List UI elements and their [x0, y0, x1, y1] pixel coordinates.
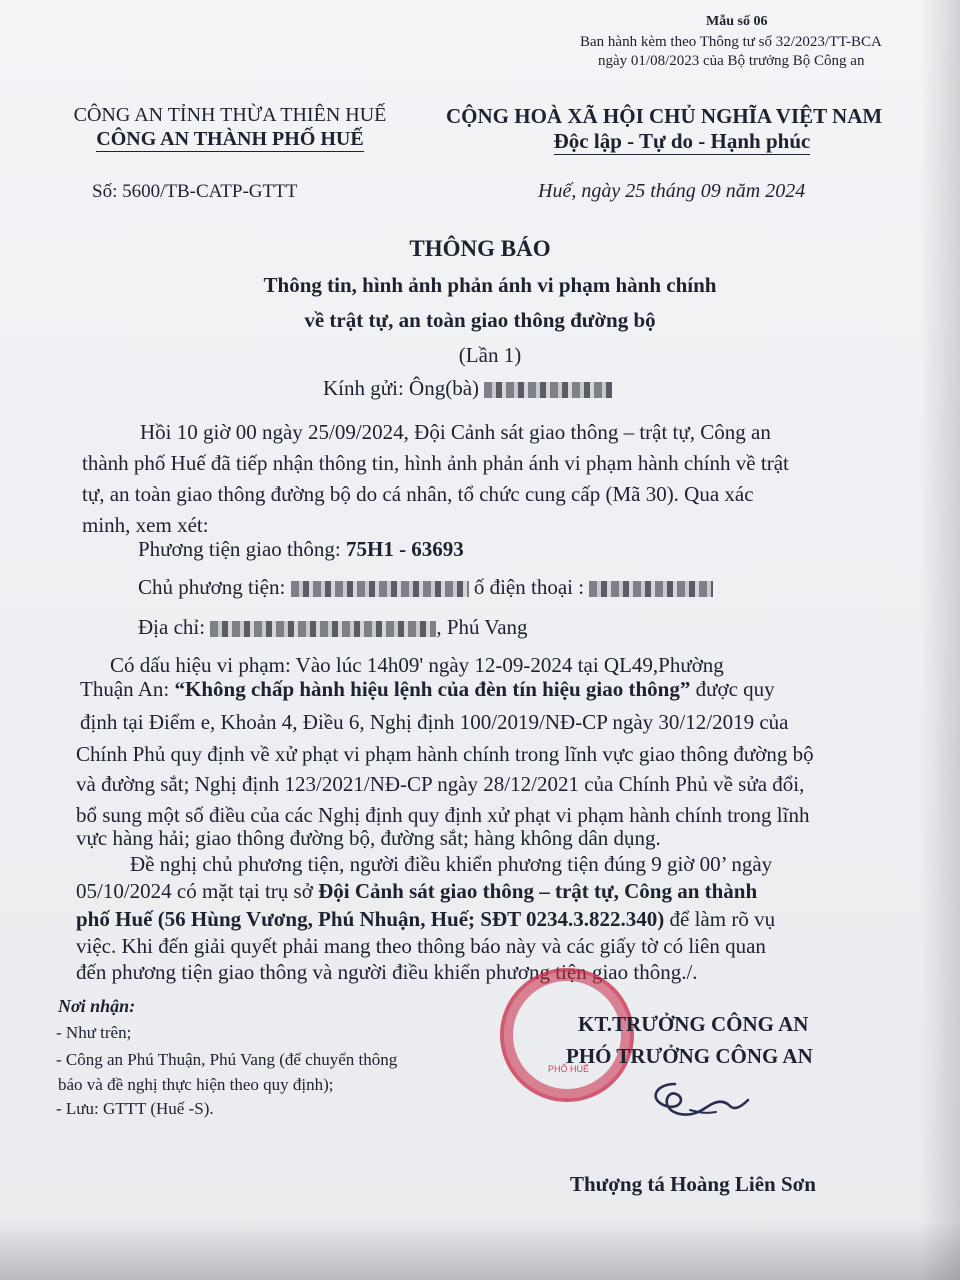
- redacted-name: [484, 382, 612, 398]
- request-office: Đội Cảnh sát giao thông – trật tự, Công an thành: [318, 879, 758, 903]
- owner-label: Chủ phương tiện:: [138, 575, 286, 599]
- body-line: Đề nghị chủ phương tiện, người điều khiển phương tiện đúng 9 giờ 00’ ngày: [130, 852, 773, 876]
- recipients-item: báo và đề nghị thực hiện theo quy định);: [58, 1075, 334, 1094]
- signature-title-2: PHÓ TRƯỞNG CÔNG AN: [566, 1044, 813, 1068]
- address-tail: , Phú Vang: [436, 615, 528, 639]
- notice-title: THÔNG BÁO: [409, 236, 551, 261]
- request-office-address: phố Huế (56 Hùng Vương, Phú Nhuận, Huế; SĐT 0234.3.822.340): [76, 907, 665, 931]
- address-label: Địa chỉ:: [138, 615, 206, 639]
- agency-name: [58, 128, 402, 151]
- form-code-line1: Ban hành kèm theo Thông tư số 32/2023/TT-BCA: [580, 34, 882, 50]
- violation-name: “Không chấp hành hiệu lệnh của đèn tín hiệu giao thông”: [174, 677, 691, 701]
- addressee-label: Kính gửi: Ông(bà): [323, 376, 480, 400]
- notice-round: (Lần 1): [458, 343, 522, 367]
- body-line: Chính Phủ quy định về xử phạt vi phạm hành chính trong lĩnh vực giao thông đường bộ: [76, 742, 814, 766]
- body-line: bổ sung một số điều của các Nghị định quy định xử phạt vi phạm hành chính trong lĩnh: [76, 803, 810, 827]
- address-row: [138, 611, 528, 643]
- body-line: và đường sắt; Nghị định 123/2021/NĐ-CP ngày 28/12/2021 của Chính Phủ về sửa đổi,: [76, 772, 805, 796]
- nation-motto-text: Độc lập - Tự do - Hạnh phúc: [553, 129, 811, 153]
- owner-row: [138, 571, 713, 603]
- recipients-item: - Công an Phú Thuận, Phú Vang (để chuyển thông: [56, 1050, 398, 1069]
- body-line: tự, an toàn giao thông đường bộ do cá nhân, tổ chức cung cấp (Mã 30). Qua xác: [82, 482, 754, 506]
- vehicle-label: Phương tiện giao thông:: [138, 537, 341, 561]
- violation-location: Thuận An:: [80, 677, 170, 701]
- body-line: Hồi 10 giờ 00 ngày 25/09/2024, Đội Cảnh sát giao thông – trật tự, Công an: [140, 420, 771, 444]
- body-line: đến phương tiện giao thông và người điều khiển phương tiện giao thông./.: [76, 960, 698, 984]
- violation-tail: được quy: [695, 677, 775, 701]
- phone-label: ố điện thoại :: [473, 575, 585, 599]
- form-code-title: Mẫu số 06: [706, 14, 768, 29]
- vehicle-row: [138, 533, 464, 565]
- page-bottom-shadow: [0, 1220, 960, 1280]
- body-line: định tại Điểm e, Khoản 4, Điều 6, Nghị định 100/2019/NĐ-CP ngày 30/12/2019 của: [80, 710, 789, 734]
- body-line: minh, xem xét:: [82, 513, 209, 537]
- body-line: thành phố Huế đã tiếp nhận thông tin, hình ảnh phản ánh vi phạm hành chính về trật: [82, 451, 789, 475]
- agency-parent: CÔNG AN TỈNH THỪA THIÊN HUẾ: [73, 104, 387, 126]
- redacted-phone: [589, 581, 713, 597]
- recipients-item: - Lưu: GTTT (Huế -S).: [56, 1099, 214, 1118]
- recipients-item: - Như trên;: [56, 1023, 132, 1042]
- notice-subtitle-2: về trật tự, an toàn giao thông đường bộ: [304, 308, 656, 332]
- recipients-heading: Nơi nhận:: [58, 996, 136, 1016]
- signer-name: Thượng tá Hoàng Liên Sơn: [570, 1172, 816, 1196]
- agency-name-text: CÔNG AN THÀNH PHỐ HUẾ: [96, 128, 364, 150]
- request-tail: để làm rõ vụ: [669, 907, 776, 931]
- redacted-owner: [291, 581, 469, 597]
- document-number: Số: 5600/TB-CATP-GTTT: [92, 181, 298, 202]
- nation-motto: [446, 129, 918, 154]
- request-date: 05/10/2024 có mặt tại trụ sở: [76, 879, 313, 903]
- handwritten-signature-icon: [640, 1070, 760, 1130]
- stamp-text: PHỐ HUẾ: [548, 1064, 590, 1074]
- addressee: [323, 376, 612, 401]
- form-code-line2: ngày 01/08/2023 của Bộ trưởng Bộ Công an: [598, 53, 865, 69]
- signature-title-1: KT.TRƯỞNG CÔNG AN: [578, 1012, 809, 1036]
- place-date: Huế, ngày 25 tháng 09 năm 2024: [538, 180, 806, 202]
- nation-name: CỘNG HOÀ XÃ HỘI CHỦ NGHĨA VIỆT NAM: [446, 104, 883, 128]
- body-line: Có dấu hiệu vi phạm: Vào lúc 14h09' ngày 12-09-2024 tại QL49,Phường: [110, 653, 724, 677]
- violation-line: [80, 673, 775, 705]
- vehicle-plate: 75H1 - 63693: [345, 537, 464, 561]
- body-line: việc. Khi đến giải quyết phải mang theo thông báo này và các giấy tờ có liên quan: [76, 934, 766, 958]
- redacted-address: [210, 621, 436, 637]
- notice-subtitle-1: Thông tin, hình ảnh phản ánh vi phạm hành chính: [263, 273, 717, 297]
- body-line: vực hàng hải; giao thông đường bộ, đường sắt; hàng không dân dụng.: [76, 826, 661, 850]
- page-edge-shadow: [920, 0, 960, 1280]
